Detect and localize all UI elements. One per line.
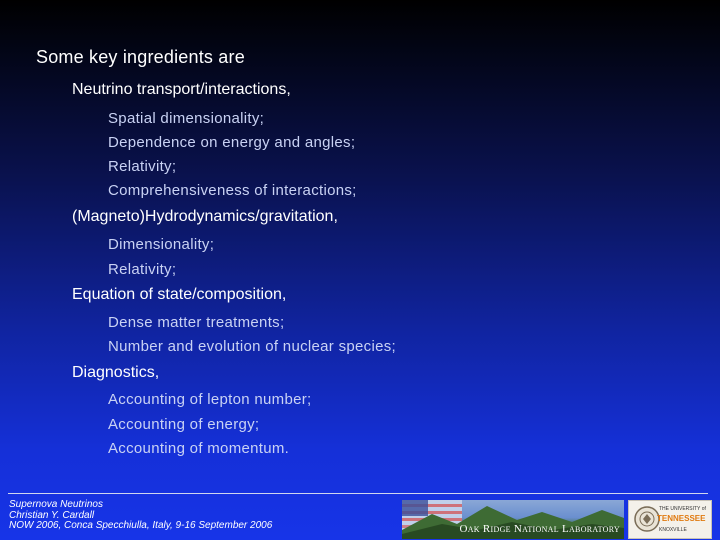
ornl-logo bbox=[402, 500, 624, 539]
bullet-dimensionality: Dimensionality; bbox=[108, 236, 215, 253]
ornl-logo-text: Oak Ridge National Laboratory bbox=[459, 523, 620, 535]
bullet-energy: Accounting of energy; bbox=[108, 416, 260, 433]
footer-author: Christian Y. Cardall bbox=[9, 509, 95, 521]
utk-logo bbox=[628, 500, 712, 539]
bullet-momentum: Accounting of momentum. bbox=[108, 440, 290, 457]
footer-talk-title: Supernova Neutrinos bbox=[9, 499, 103, 510]
slide-heading: Some key ingredients are bbox=[36, 47, 245, 67]
section-title-diagnostics: Diagnostics, bbox=[72, 364, 160, 381]
bullet-nuclear-species: Number and evolution of nuclear species; bbox=[108, 338, 396, 355]
footer-citation bbox=[9, 500, 272, 532]
bullet-dense-matter: Dense matter treatments; bbox=[108, 314, 285, 331]
utk-logo-name: TENNESSEE bbox=[657, 514, 706, 523]
section-title-neutrino-transport: Neutrino transport/interactions, bbox=[72, 81, 291, 98]
bullet-relativity-hydro: Relativity; bbox=[108, 261, 177, 278]
bullet-relativity-transport: Relativity; bbox=[108, 158, 177, 175]
footer-conference: NOW 2006, Conca Specchiulla, Italy, 9-16 September 2006 bbox=[9, 520, 273, 531]
utk-logo-bottom: KNOXVILLE bbox=[659, 527, 687, 533]
section-title-hydrodynamics: (Magneto)Hydrodynamics/gravitation, bbox=[72, 208, 338, 225]
bullet-lepton-number: Accounting of lepton number; bbox=[108, 391, 312, 408]
footer-divider bbox=[8, 493, 708, 494]
bullet-energy-angles: Dependence on energy and angles; bbox=[108, 134, 356, 151]
section-title-equation-of-state: Equation of state/composition, bbox=[72, 286, 287, 303]
utk-logo-top: THE UNIVERSITY of bbox=[659, 506, 706, 512]
bullet-comprehensiveness: Comprehensiveness of interactions; bbox=[108, 182, 357, 199]
bullet-spatial-dimensionality: Spatial dimensionality; bbox=[108, 110, 265, 127]
